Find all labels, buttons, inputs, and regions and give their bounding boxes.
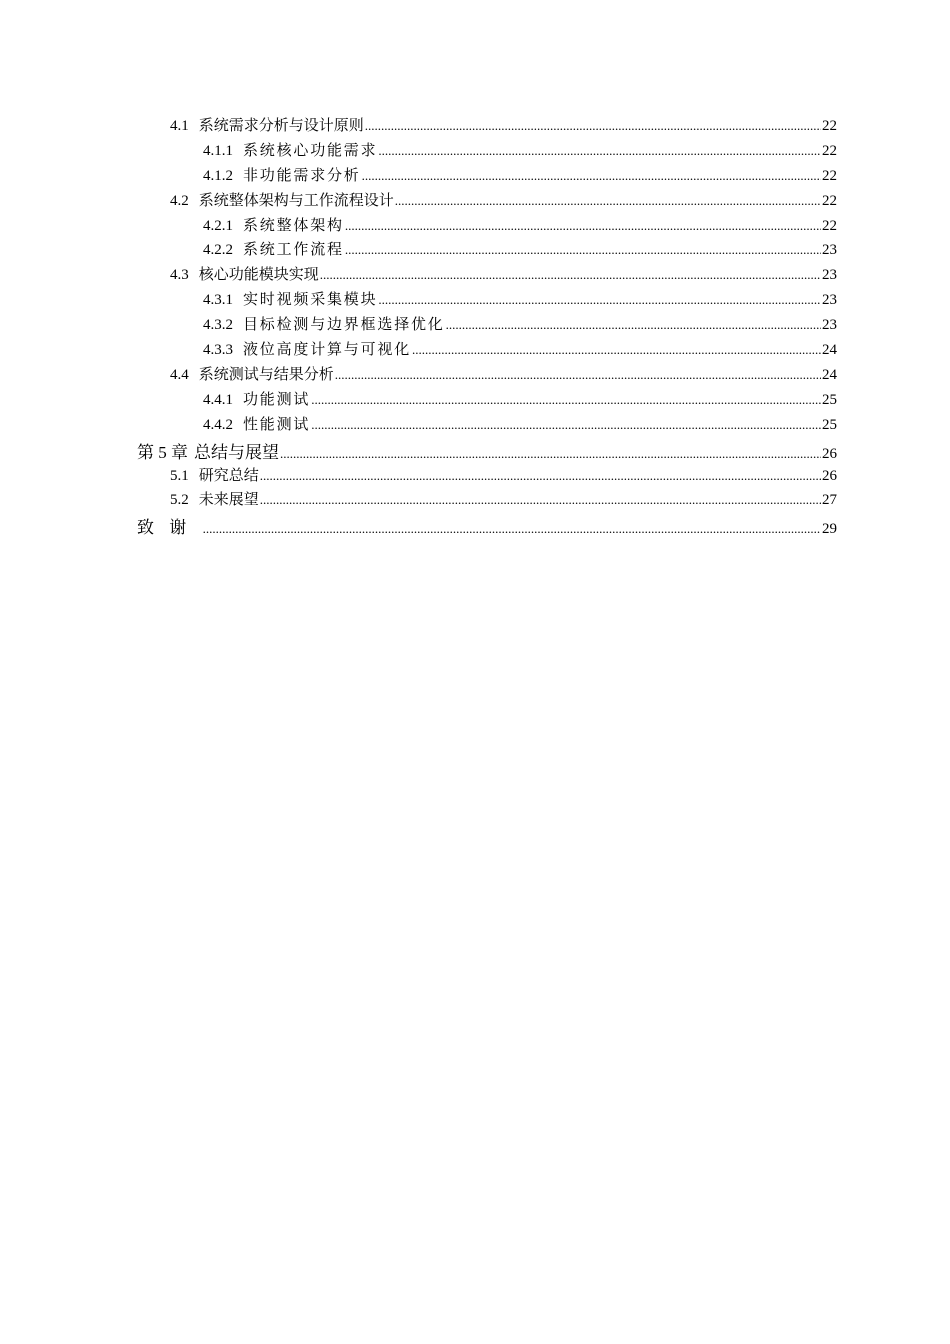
toc-entry-4-1-1[interactable] <box>0 139 950 164</box>
toc-entry-title: 核心功能模块实现 <box>198 267 319 284</box>
toc-entry-5-1[interactable] <box>0 464 950 489</box>
toc-entry-4-1-2[interactable] <box>0 164 950 189</box>
toc-entry-number: 第 5 章 <box>137 442 188 462</box>
toc-dot-leader <box>260 468 821 484</box>
toc-entry-page: 22 <box>822 192 837 209</box>
toc-dot-leader <box>412 342 821 358</box>
toc-entry-number: 4.3.2 <box>203 317 233 334</box>
toc-entry-number: 4.3.1 <box>203 292 233 309</box>
toc-entry-title: 系统需求分析与设计原则 <box>198 118 364 134</box>
toc-entry-number: 5.1 <box>170 467 189 484</box>
toc-entry-4-4[interactable] <box>0 363 950 388</box>
toc-entry-4-3-2[interactable] <box>0 313 950 338</box>
toc-dot-leader <box>203 521 821 537</box>
toc-entry-title: 实时视频采集模块 <box>243 292 378 309</box>
toc-entry-title: 非功能需求分析 <box>243 167 361 184</box>
toc-entry-title: 液位高度计算与可视化 <box>243 342 412 359</box>
toc-entry-title: 总结与展望 <box>194 442 279 463</box>
toc-dot-leader <box>335 367 821 383</box>
toc-entry-number: 4.4.1 <box>203 391 233 408</box>
toc-entry-number: 5.2 <box>170 492 189 509</box>
toc-entry-number: 4.3.3 <box>203 342 233 359</box>
toc-dot-leader <box>280 446 821 462</box>
toc-entry-4-2-1[interactable] <box>0 214 950 239</box>
toc-entry-number: 4.3 <box>170 267 189 284</box>
toc-entry-page: 23 <box>822 317 837 334</box>
toc-entry-number: 4.2.2 <box>203 242 233 259</box>
toc-dot-leader <box>345 218 821 234</box>
toc-entry-page: 23 <box>822 292 837 309</box>
toc-entry-page: 23 <box>822 267 837 284</box>
toc-entry-number: 4.4 <box>170 366 189 383</box>
toc-entry-4-1[interactable] <box>0 114 950 139</box>
toc-entry-chapter-5[interactable] <box>0 438 950 464</box>
toc-entry-title: 系统测试与结果分析 <box>198 366 334 383</box>
toc-entry-title: 系统整体架构 <box>243 217 344 234</box>
toc-entry-title: 功能测试 <box>243 391 311 408</box>
toc-entry-page: 26 <box>822 445 837 462</box>
toc-entry-page: 26 <box>822 467 837 484</box>
toc-entry-title: 未来展望 <box>198 492 259 509</box>
toc-entry-number: 4.2.1 <box>203 217 233 234</box>
toc-entry-title: 系统核心功能需求 <box>243 142 378 159</box>
table-of-contents <box>0 114 950 539</box>
toc-entry-number: 4.1.2 <box>203 167 233 184</box>
toc-entry-title: 致谢 <box>137 518 202 539</box>
toc-dot-leader <box>378 292 821 308</box>
toc-dot-leader <box>311 392 821 408</box>
toc-dot-leader <box>446 317 821 333</box>
toc-entry-page: 25 <box>822 416 837 433</box>
toc-entry-page: 29 <box>822 521 837 538</box>
toc-entry-page: 23 <box>822 242 837 259</box>
toc-entry-4-3-3[interactable] <box>0 338 950 363</box>
toc-entry-4-4-2[interactable] <box>0 413 950 438</box>
toc-entry-title: 系统工作流程 <box>243 242 344 259</box>
toc-entry-page: 25 <box>822 391 837 408</box>
toc-entry-5-2[interactable] <box>0 488 950 513</box>
toc-entry-title: 性能测试 <box>243 416 311 433</box>
toc-entry-page: 22 <box>822 118 837 134</box>
toc-dot-leader <box>320 267 821 283</box>
toc-entry-number: 4.2 <box>170 192 189 209</box>
toc-entry-4-3[interactable] <box>0 263 950 288</box>
toc-entry-4-2-2[interactable] <box>0 238 950 263</box>
toc-entry-page: 27 <box>822 492 837 509</box>
toc-entry-page: 22 <box>822 167 837 184</box>
toc-entry-page: 22 <box>822 142 837 159</box>
toc-entry-number: 4.1 <box>170 118 189 134</box>
toc-dot-leader <box>378 143 821 159</box>
toc-entry-title: 系统整体架构与工作流程设计 <box>198 192 394 209</box>
toc-dot-leader <box>395 193 821 209</box>
toc-dot-leader <box>365 118 821 134</box>
toc-entry-acknowledgements[interactable] <box>0 513 950 539</box>
toc-entry-number: 4.1.1 <box>203 142 233 159</box>
toc-entry-number: 4.4.2 <box>203 416 233 433</box>
toc-entry-4-4-1[interactable] <box>0 388 950 413</box>
toc-dot-leader <box>362 168 821 184</box>
toc-dot-leader <box>345 242 821 258</box>
toc-entry-page: 22 <box>822 217 837 234</box>
toc-entry-page: 24 <box>822 366 837 383</box>
toc-dot-leader <box>260 492 821 508</box>
toc-dot-leader <box>311 417 821 433</box>
toc-entry-4-2[interactable] <box>0 189 950 214</box>
toc-entry-4-3-1[interactable] <box>0 288 950 313</box>
toc-entry-title: 目标检测与边界框选择优化 <box>243 317 445 334</box>
toc-entry-page: 24 <box>822 342 837 359</box>
toc-entry-title: 研究总结 <box>198 467 259 484</box>
